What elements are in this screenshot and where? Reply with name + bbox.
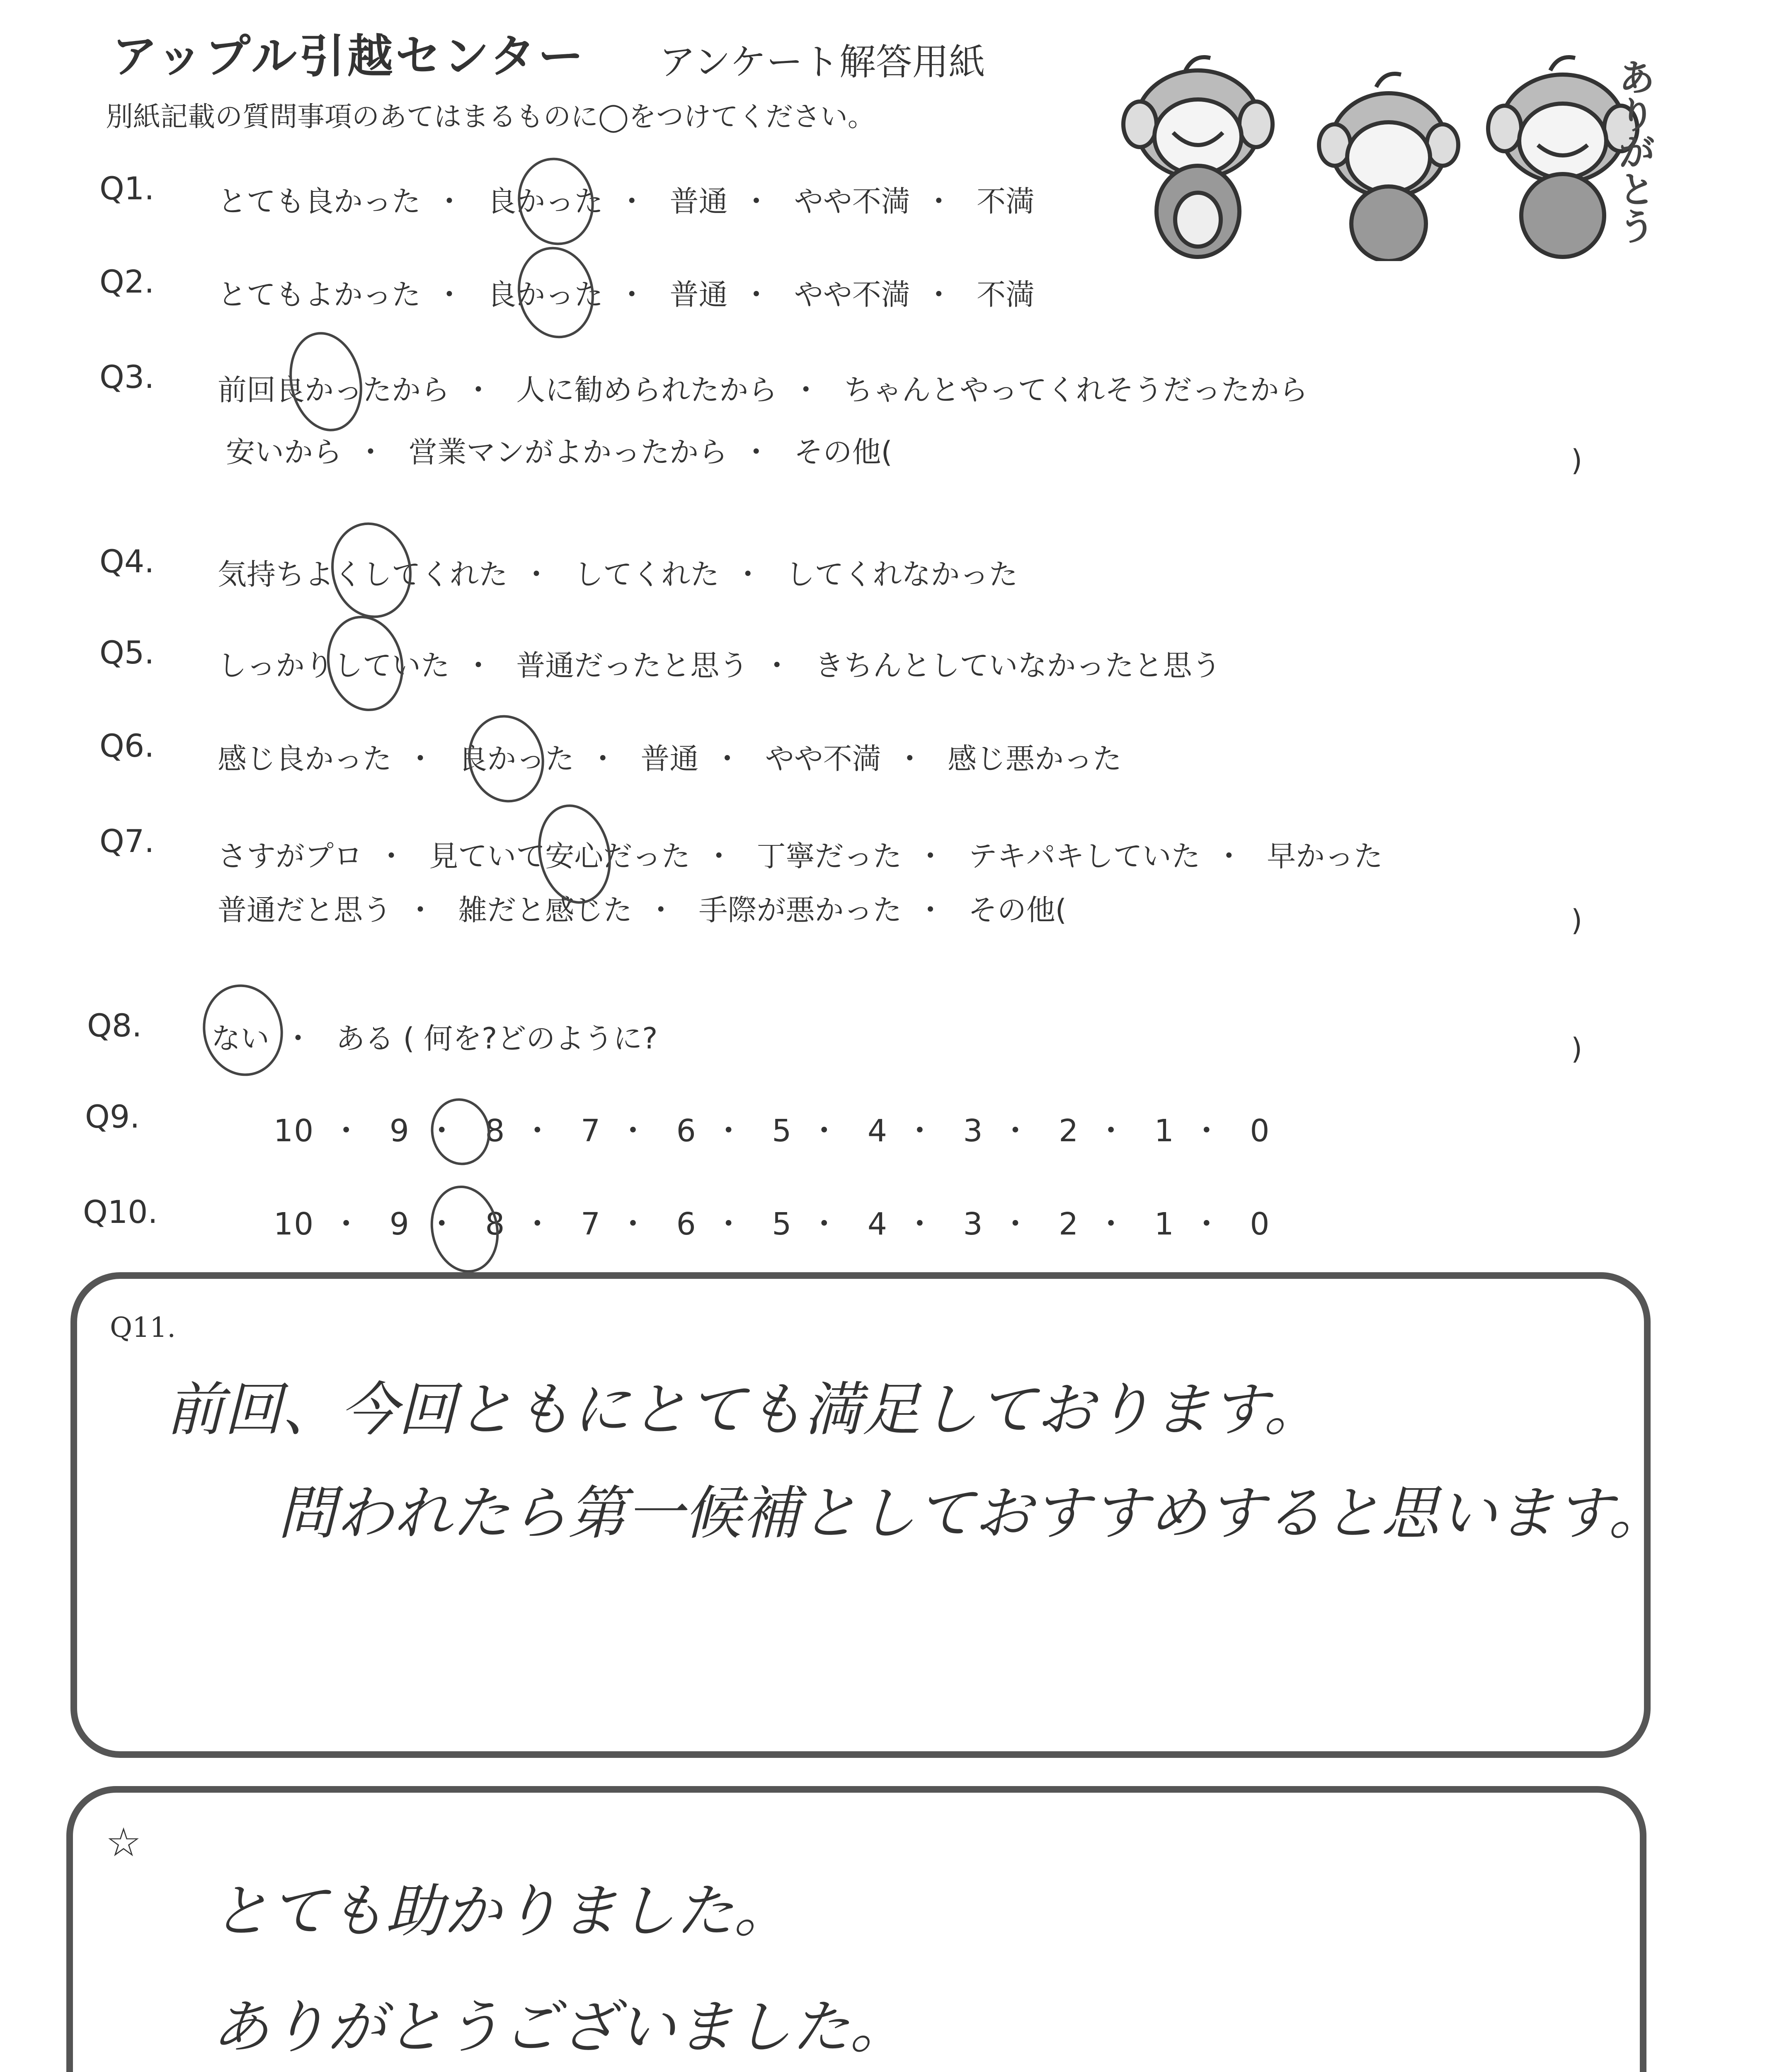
q11-comment-line1: 前回、今回ともにとても満足しております。 — [166, 1376, 1322, 1444]
q10-number: Q10. — [83, 1193, 158, 1230]
free-comment-line2: ありがとうございました。 — [211, 1994, 908, 2061]
q10-value[interactable]: 3 — [963, 1206, 984, 1242]
q9-value[interactable]: 8 — [485, 1113, 506, 1149]
q6-option[interactable]: 普通 — [640, 742, 699, 776]
q10-value[interactable]: 4 — [867, 1206, 888, 1242]
q7-paren-close: ) — [1571, 903, 1583, 937]
q9-value[interactable]: 1 — [1154, 1113, 1175, 1149]
q6-options: 感じ良かった ・ 良かった ・ 普通 ・ やや不満 ・ 感じ悪かった — [218, 736, 1122, 777]
q5-answer-circle — [318, 609, 412, 719]
q6-option[interactable]: 良かった — [458, 742, 575, 776]
q9-scale: 10 ・ 9 ・ 8 ・ 7 ・ 6 ・ 5 ・ 4 ・ 3 ・ 2 ・ 1 ・ 0 — [274, 1113, 1270, 1149]
q3-answer-circle — [281, 325, 371, 438]
arigato-text: ありがとう — [1612, 58, 1655, 244]
q3-option[interactable]: 営業マンがよかったから — [408, 435, 728, 469]
q2-answer-circle — [509, 240, 602, 346]
form-instruction: 別紙記載の質問事項のあてはまるものに◯をつけてください。 — [106, 101, 875, 133]
q9-value[interactable]: 0 — [1250, 1113, 1270, 1149]
q7-option[interactable]: テキパキしていた — [968, 839, 1200, 873]
q7-options-line1: さすがプロ ・ 見ていて安心だった ・ 丁寧だった ・ テキパキしていた ・ 早かった — [218, 833, 1383, 875]
q11-comment-line2: 問われたら第一候補としておすすめすると思います。 — [278, 1480, 1667, 1547]
q4-answer-circle — [322, 515, 420, 626]
q9-answer-circle — [425, 1093, 497, 1171]
q7-option[interactable]: 丁寧だった — [756, 839, 902, 873]
q10-value[interactable]: 6 — [676, 1206, 697, 1242]
q3-option[interactable]: 人に勧められたから — [516, 373, 778, 407]
q9-value[interactable]: 2 — [1059, 1113, 1079, 1149]
q3-options-line1: 前回良かったから ・ 人に勧められたから ・ ちゃんとやってくれそうだったから — [218, 367, 1308, 409]
q1-option[interactable]: 不満 — [977, 184, 1035, 218]
q10-value[interactable]: 2 — [1059, 1206, 1079, 1242]
q7-option[interactable]: 早かった — [1267, 839, 1383, 873]
q5-option[interactable]: しっかりしていた — [218, 649, 450, 683]
q7-option[interactable]: 雑だと感じた — [458, 893, 633, 927]
q1-number: Q1. — [99, 170, 155, 207]
q11-label: Q11. — [110, 1312, 176, 1343]
q7-option[interactable]: 手際が悪かった — [698, 893, 902, 927]
q8-number: Q8. — [87, 1007, 142, 1044]
q7-option[interactable]: 見ていて安心だった — [429, 839, 691, 873]
q10-scale: 10 ・ 9 ・ 8 ・ 7 ・ 6 ・ 5 ・ 4 ・ 3 ・ 2 ・ 1 ・ 0 — [274, 1206, 1270, 1242]
q9-value[interactable]: 5 — [772, 1113, 793, 1149]
q1-option[interactable]: 良かった — [487, 184, 604, 218]
q8-option[interactable]: ない — [211, 1021, 269, 1055]
q4-option[interactable]: 気持ちよくしてくれた — [218, 557, 508, 591]
q9-value[interactable]: 10 — [274, 1113, 315, 1149]
q9-value[interactable]: 9 — [389, 1113, 410, 1149]
q10-answer-circle — [423, 1179, 507, 1279]
q8-option[interactable]: ある ( 何を?どのように? — [336, 1021, 658, 1055]
q10-value[interactable]: 9 — [389, 1206, 410, 1242]
q6-option[interactable]: 感じ悪かった — [948, 742, 1122, 776]
q9-value[interactable]: 6 — [676, 1113, 697, 1149]
q10-value[interactable]: 0 — [1250, 1206, 1270, 1242]
q5-option[interactable]: 普通だったと思う — [516, 649, 749, 683]
q7-option[interactable]: 普通だと思う — [218, 893, 392, 927]
q2-options: とてもよかった ・ 良かった ・ 普通 ・ やや不満 ・ 不満 — [218, 271, 1035, 313]
q2-option[interactable]: 不満 — [977, 278, 1035, 312]
q10-value[interactable]: 7 — [580, 1206, 601, 1242]
q1-option[interactable]: とても良かった — [218, 184, 421, 218]
q4-option[interactable]: してくれた — [574, 557, 720, 591]
q4-number: Q4. — [99, 543, 155, 580]
q3-options-line2: 安いから ・ 営業マンがよかったから ・ その他( — [226, 429, 892, 471]
q9-value[interactable]: 4 — [867, 1113, 888, 1149]
q6-answer-circle — [460, 708, 552, 809]
q6-number: Q6. — [99, 727, 155, 764]
q1-options: とても良かった ・ 良かった ・ 普通 ・ やや不満 ・ 不満 — [218, 178, 1035, 220]
q4-option[interactable]: してくれなかった — [786, 557, 1018, 591]
q2-option[interactable]: とてもよかった — [218, 278, 421, 312]
q6-option[interactable]: 感じ良かった — [218, 742, 392, 776]
q1-answer-circle — [510, 150, 602, 252]
q8-paren-close: ) — [1571, 1032, 1583, 1066]
q5-option[interactable]: きちんとしていなかったと思う — [815, 649, 1221, 683]
q2-option[interactable]: やや不満 — [794, 278, 910, 312]
q8-options: ない ・ ある ( 何を?どのように? — [211, 1015, 657, 1057]
q3-option[interactable]: 安いから — [226, 435, 342, 469]
q7-option-other[interactable]: その他( — [968, 893, 1067, 927]
q10-value[interactable]: 10 — [274, 1206, 315, 1242]
q10-value[interactable]: 8 — [485, 1206, 506, 1242]
q2-number: Q2. — [99, 263, 155, 300]
q4-options: 気持ちよくしてくれた ・ してくれた ・ してくれなかった — [218, 551, 1018, 593]
q3-number: Q3. — [99, 358, 155, 395]
q10-value[interactable]: 1 — [1154, 1206, 1175, 1242]
q10-value[interactable]: 5 — [772, 1206, 793, 1242]
q3-paren-close: ) — [1571, 443, 1583, 477]
q9-number: Q9. — [85, 1098, 140, 1135]
q2-option[interactable]: 普通 — [669, 278, 728, 312]
q2-option[interactable]: 良かった — [487, 278, 604, 312]
q7-options-line2: 普通だと思う ・ 雑だと感じた ・ 手際が悪かった ・ その他( — [218, 887, 1067, 929]
q3-option[interactable]: ちゃんとやってくれそうだったから — [844, 373, 1308, 407]
q7-number: Q7. — [99, 823, 155, 859]
form-title: アップル引越センター — [112, 30, 586, 83]
q6-option[interactable]: やや不満 — [765, 742, 881, 776]
q5-options: しっかりしていた ・ 普通だったと思う ・ きちんとしていなかったと思う — [218, 642, 1221, 684]
q3-option-other[interactable]: その他( — [794, 435, 892, 469]
mascot-monkeys-illustration — [1103, 46, 1683, 261]
q5-number: Q5. — [99, 634, 155, 671]
form-subtitle: アンケート解答用紙 — [659, 41, 985, 83]
q3-option[interactable]: 前回良かったから — [218, 373, 450, 407]
q1-option[interactable]: やや不満 — [794, 184, 910, 218]
q7-option[interactable]: さすがプロ — [218, 839, 363, 873]
free-comment-line1: とても助かりました。 — [211, 1878, 792, 1945]
q9-value[interactable]: 3 — [963, 1113, 984, 1149]
q8-answer-circle — [194, 977, 291, 1083]
star-icon: ☆ — [106, 1819, 142, 1866]
q1-option[interactable]: 普通 — [669, 184, 728, 218]
q9-value[interactable]: 7 — [580, 1113, 601, 1149]
